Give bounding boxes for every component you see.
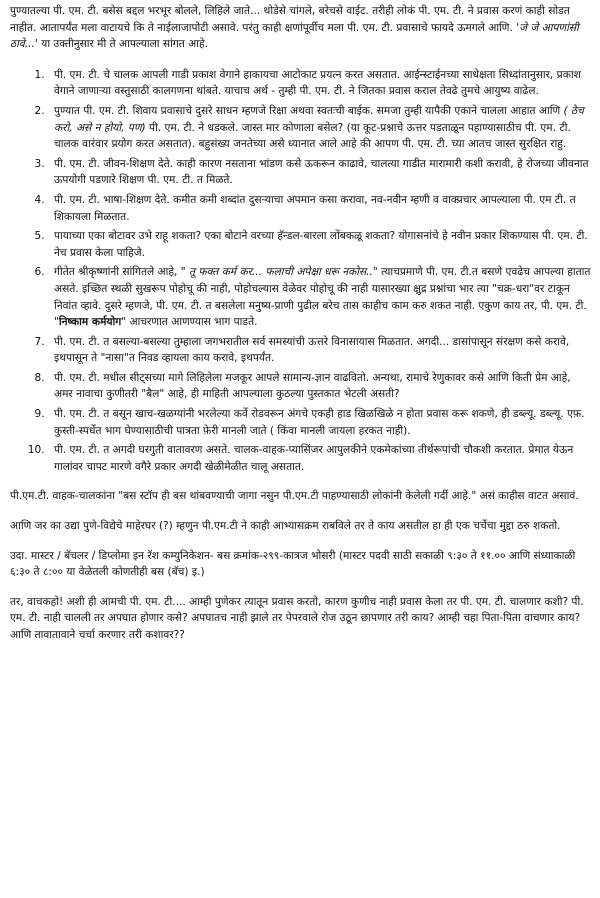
- closing-paragraph: तर, वाचकहो! अशी ही आमची पी. एम. टी.... आम्ही पुणेकर त्यातून प्रवास करतो, कारण कुणीच नाही प्रवास केला तर पी. एम. टी. चालणार कशी? पी. एम. टी. नाही चालली तर अपघात होणार कसे? अपघातच नाही झाले तर पेपरवाले रोज उठून छापणार तरी काय? आम्ही चहा पिता-पिता वाचणार काय? आणि तावातावाने चर्चा करणार तरी कशावर??: [10, 595, 584, 641]
- example-paragraph: उदा. मास्टर / बॅचलर / डिप्लोमा इन रॅश कम्युनिकेशन- बस क्रमांक-२९९-कात्रज भोसरी (मास्टर पदवी साठी सकाळी ९:३० ते ११.०० आणि संध्याकाळी ६:३० ते ८:०० या वेळेतली कोणतीही बस (बॅच) इ.): [10, 549, 576, 579]
- intro-text-1: पुण्यातल्या पी. एम. टी. बसेस बद्दल भरभूर बोलले, लिहिले जाते... थोडेसे चांगले, बरेचसे वाईट. तरीही लोकं पी. एम. टी. ने प्रवास करणं काही सोडत नाहीत. आतापर्यंत मला वाटायचे कि ते नाईलाजापोटी असावे. परंतु काही क्षणांपूर्वीच मला पी. एम. टी. प्रवासाचे फायदे ऊमगले आणि.: [10, 5, 570, 34]
- list-item: 1. पी. एम. टी. चे चालक आपली गाडी प्रकाश वेगाने हाकायचा आटोकाट प्रयत्न करत असतात. आईन्स्टाईनच्या साधेक्षता सिध्दांतानुसार, प्रकाश वेगाने जाणाऱ्या वस्तुसाठी कालगणना थांबते. याचाच अर्थ - तुम्ही पी. एम. टी. ने जितका प्रवास कराल तेवढे तुमचे आयुष्य वाढेल.: [48, 67, 592, 100]
- list-item: 5. पायाच्या एका बोटावर उभे राहू शकता? एका बोटाने वरच्या हॅन्डल-बारला लोंबकळू शकता? योगासनांचे हे नवीन प्रकार शिकण्यास पी. एम. टी. नेच प्रवास केला पाहिजे.: [48, 228, 592, 261]
- list-item-bold: निष्काम कर्मयोग: [58, 316, 122, 329]
- intro-paragraph: [10, 3, 592, 53]
- list-item: 10. पी. एम. टी. त अगदी घरगुती वातावरण असते. चालक-वाहक-प्यासिंजर आपुलकीने एकमेकांच्या तीर्थरूपांची चौकशी करतात. प्रेमात येऊन गालांवर चापट मारणे वगैरे प्रकार अगदी खेळीमेळीत चालू असतात.: [48, 442, 592, 475]
- benefits-list: [10, 67, 592, 476]
- list-item-text: पुण्यात पी. एम. टी. शिवाय प्रवासाचे दुसरे साधन म्हणजे रिक्षा अथवा स्वतःची बाईक. समजा तुम्ही यापैकी एकाने चालला आहात आणि: [54, 104, 564, 117]
- list-item: [48, 103, 592, 153]
- list-item-quote: ( ठेच करो, असे न होयो, पण): [54, 104, 584, 134]
- list-item-quote: तू फक्त कर्म कर... फलाची अपेक्षा धरू नकोस..: [188, 266, 373, 279]
- list-item-text: गीतेत श्रीकृष्णांनी सांगितले आहे, ": [54, 266, 189, 279]
- list-item: 9. पी. एम. टी. त बसून खाच-खळग्यांनी भरलेल्या कर्वे रोडवरून अंगचे एकही हाड खिळखिळे न होता प्रवास करू शकणे, ही डब्ल्यू. डब्ल्यू. एफ़. कुस्ती-स्पर्धेत भाग घेण्यासाठीची पात्रता फ़ेरी मानली जाते ( किंवा मानली जायला हरकत नाही).: [48, 406, 592, 439]
- list-item: 8. पी. एम. टी. मधील सीट्सच्या मागे लिहिलेला मजकूर आपले सामान्य-ज्ञान वाढवितो. अन्यथा, रामाचे रेणुकावर कसे आणि किती प्रेम आहे, अमर नावाचा कुणीतरी "बैल" आहे, ही माहिती आपल्याला कुठल्या पुस्तकात भेटली असती?: [48, 370, 592, 403]
- conductors-paragraph: पी.एम.टी. वाहक-चालकांना "बस स्टॉप ही बस थांबवण्याची जागा नसुन पी.एम.टी पाहण्यासाठी लोकांनी केलेली गर्दी आहे." असं काहीस वाटत असावं.: [10, 490, 579, 503]
- list-item-text: पी. एम. टी. ने धडकले. जास्त मार कोणाला बसेल? (या कूट-प्रश्नाचे ऊत्तर पडताळून पहाण्यासाठीच पी. एम. टी. चालक वारंवार प्रयोग करत असतात). बहुसंख्य जनतेच्या असे ध्यानात आले आहे की आपण पी. एम. टी. च्या आतच जास्त सुरक्षित राहु.: [54, 121, 571, 151]
- list-item-text: " त्याचप्रमाणे पी. एम. टी.त बसणे एवढेच आपल्या हातात असते. इच्छित स्थळी सुखरूप पोहोचू की नाही, पोहोचल्यास वेळेवर पोहोचू की नाही यासारख्या क्षुद्र प्रश्नांचा भार त्या "चक्र-धरा"वर टाकून निवांत व्हावे. दुसरे म्हणजे, पी. एम. टी. त बसलेला मनुष्य-प्राणी पुढील बरेच तास काहीच काम करु शकत नाही. एकुण काय तर, पी. एम. टी. ": [54, 266, 591, 329]
- intro-quote: 'जे जे आपणांसी ठावे...': [10, 21, 579, 51]
- intro-text-2: या उक्तीनुसार मी ते आपल्याला सांगत आहे.: [37, 38, 208, 51]
- list-item-text: " आचरणात आणण्यास भाग पाडते.: [121, 316, 258, 329]
- list-item: [48, 264, 592, 330]
- list-item: 3. पी. एम. टी. जीवन-शिक्षण देते. काही कारण नसताना भांडण कसे ऊकरून काढावे, चालत्या गाडीत मारामारी कशी करावी, हे रोजच्या जीवनात ऊपयोगी पडणारे शिक्षण पी. एम. टी. त मिळते.: [48, 156, 592, 189]
- university-paragraph: आणि जर का उद्या पुणे-विद्येचे माहेरघर (?) म्हणुन पी.एम.टी ने काही आभ्यासक्रम राबविले तर ते काय असतील हा ही एक चर्चेचा मुद्दा ठरु शकतो.: [10, 520, 561, 533]
- list-item: 7. पी. एम. टी. त बसल्या-बसल्या तुम्हाला जगभरातील सर्व समस्यांची ऊत्तरे विनासायास मिळतात. अगदी... डासांपासून संरक्षण कसे करावे, इथपासून ते "नासा"त निवड व्हायला काय करावे, इथपर्यंत.: [48, 334, 592, 367]
- list-item: 4. पी. एम. टी. भाषा-शिक्षण देते. कमीत कमी शब्दांत दुसऱ्याचा अपमान कसा करावा, नव-नवीन म्हणी व वाक्प्रचार आपल्याला पी. एम टी. त शिकायला मिळतात.: [48, 192, 592, 225]
